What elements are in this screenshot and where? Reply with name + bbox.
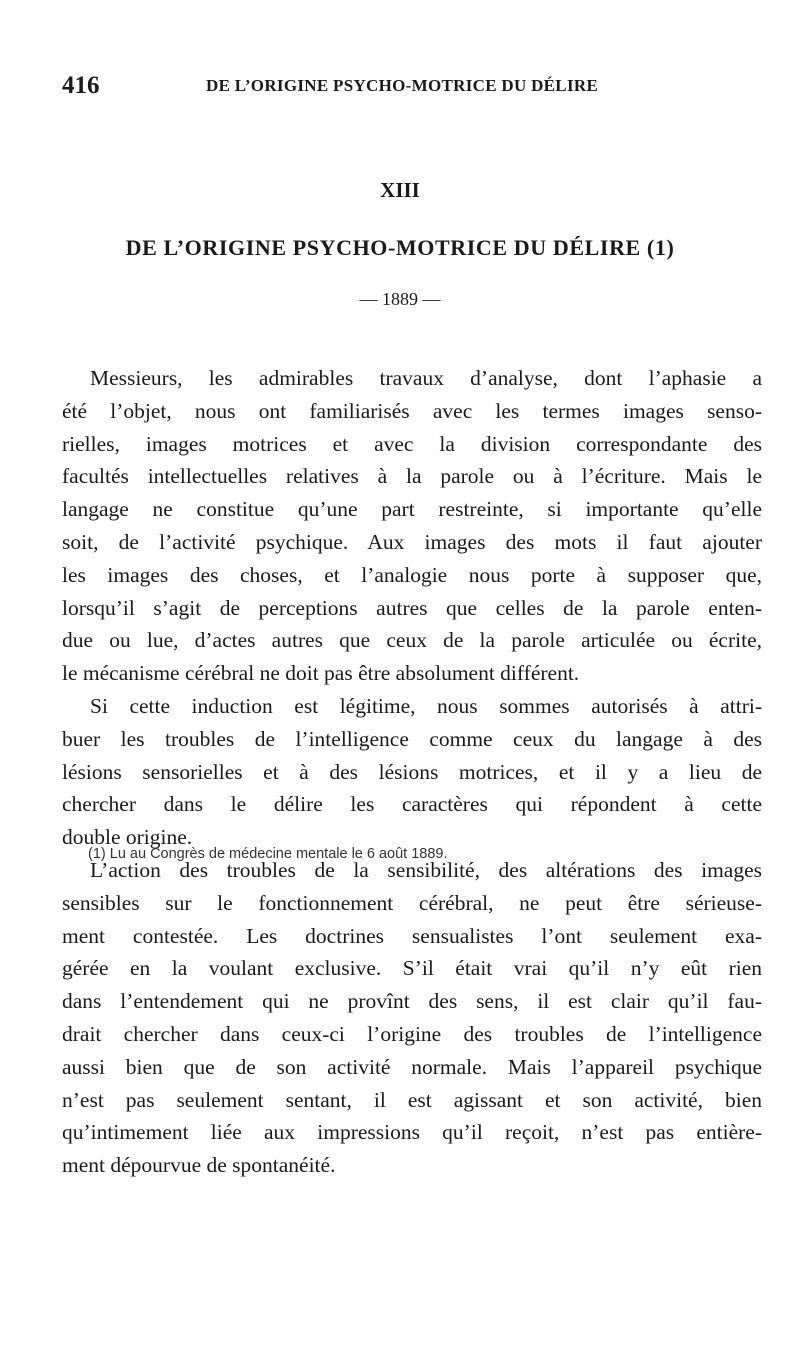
running-head: DE L’ORIGINE PSYCHO-MOTRICE DU DÉLIRE xyxy=(206,76,599,95)
body-line: drait chercher dans ceux-ci l’origine des troubles de l’intelligence xyxy=(62,1021,762,1046)
body-line: Si cette induction est légitime, nous sommes autorisés à attri- xyxy=(90,693,762,718)
chapter-title: DE L’ORIGINE PSYCHO-MOTRICE DU DÉLIRE (1) xyxy=(125,235,675,260)
body-line: gérée en la voulant exclusive. S’il était vrai qu’il n’y eût rien xyxy=(62,956,762,981)
body-line: ment dépourvue de spontanéité. xyxy=(62,1153,336,1178)
body-line: dans l’entendement qui ne provînt des sens, il est clair qu’il fau- xyxy=(62,989,762,1014)
chapter-number: XIII xyxy=(380,178,420,202)
body-line: buer les troubles de l’intelligence comme ceux du langage à des xyxy=(62,726,762,751)
body-line: L’action des troubles de la sensibilité, des altérations des images xyxy=(90,857,762,882)
chapter-date: — 1889 — xyxy=(359,289,441,309)
body-line: lésions sensorielles et à des lésions motrices, et il y a lieu de xyxy=(62,759,762,784)
body-line: lorsqu’il s’agit de perceptions autres que celles de la parole enten- xyxy=(62,595,762,620)
body-line: le mécanisme cérébral ne doit pas être absolument différent. xyxy=(62,661,580,686)
body-line: n’est pas seulement sentant, il est agissant et son activité, bien xyxy=(62,1087,762,1112)
body-line: chercher dans le délire les caractères qui répondent à cette xyxy=(62,792,762,817)
body-line: sensibles sur le fonctionnement cérébral, ne peut être sérieuse- xyxy=(62,890,762,915)
body-line: due ou lue, d’actes autres que ceux de la parole articulée ou écrite, xyxy=(62,628,762,653)
body-line: qu’intimement liée aux impressions qu’il reçoit, n’est pas entière- xyxy=(62,1120,762,1145)
body-line: aussi bien que de son activité normale. Mais l’appareil psychique xyxy=(62,1054,762,1079)
page-header xyxy=(62,72,762,102)
body-line: été l’objet, nous ont familiarisés avec les termes images senso- xyxy=(62,398,762,423)
body-line: double origine. xyxy=(62,825,193,850)
body-line: facultés intellectuelles relatives à la parole ou à l’écriture. Mais le xyxy=(62,464,762,489)
body-line: ment contestée. Les doctrines sensualistes l’ont seulement exa- xyxy=(62,923,762,948)
body-line: soit, de l’activité psychique. Aux images des mots il faut ajouter xyxy=(62,529,762,554)
footnote: (1) Lu au Congrès de médecine mentale le 6 août 1889. xyxy=(88,846,448,862)
body-line: langage ne constitue qu’une part restreinte, si importante qu’elle xyxy=(62,497,762,522)
body-line: rielles, images motrices et avec la division correspondante des xyxy=(62,431,762,456)
body-text xyxy=(62,362,762,1182)
page-number: 416 xyxy=(62,72,100,99)
body-line: les images des choses, et l’analogie nous porte à supposer que, xyxy=(62,562,762,587)
body-line: Messieurs, les admirables travaux d’analyse, dont l’aphasie a xyxy=(90,366,762,390)
